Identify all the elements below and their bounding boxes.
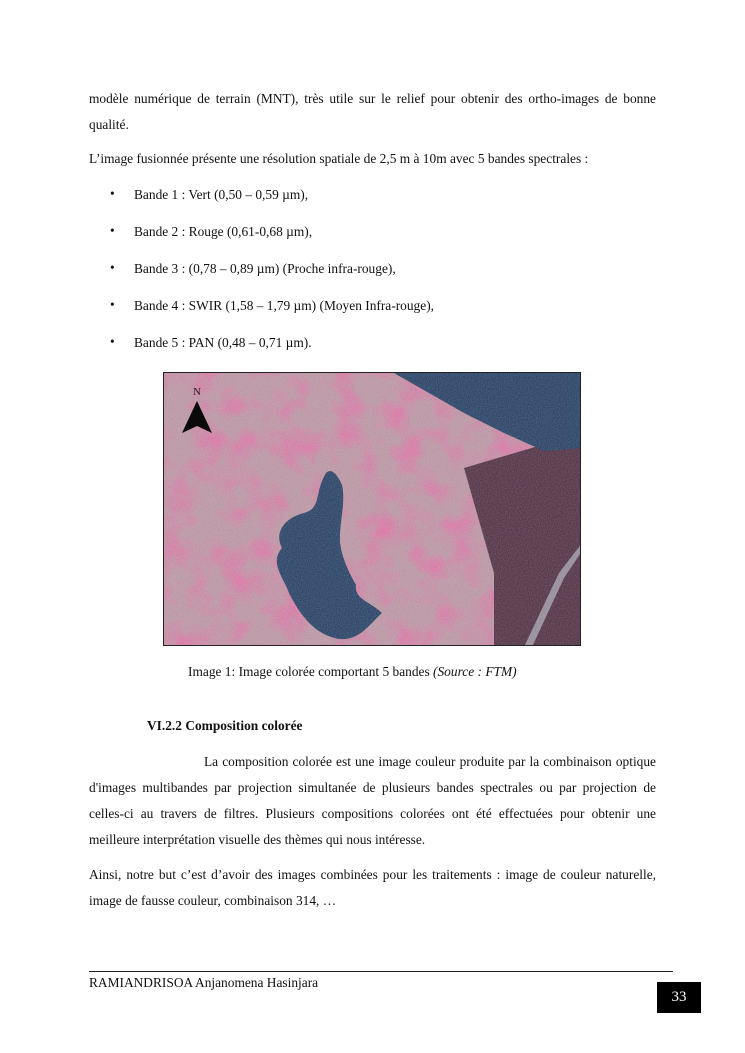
bullet-icon: • (110, 334, 115, 349)
band-1: Bande 1 : Vert (0,50 – 0,59 µm), (134, 187, 309, 202)
band-4: Bande 4 : SWIR (1,58 – 1,79 µm) (Moyen Infra-rouge), (134, 298, 435, 313)
band-2: Bande 2 : Rouge (0,61-0,68 µm), (134, 224, 313, 239)
bullet-icon: • (110, 223, 115, 238)
page-number: 33 (657, 982, 701, 1013)
bullet-icon: • (110, 260, 115, 275)
intro-paragraph: modèle numérique de terrain (MNT), très utile sur le relief pour obtenir des ortho-images de bonne qualité. (89, 91, 656, 132)
footer-divider (89, 971, 673, 972)
goal-paragraph: Ainsi, notre but c’est d’avoir des images combinées pour les traitements : image de couleur naturelle, image de fausse couleur, combinaison 314, … (89, 867, 656, 908)
caption-text: Image 1: Image colorée comportant 5 bandes (188, 664, 434, 679)
satellite-image (163, 372, 581, 646)
section-heading: VI.2.2 Composition colorée (147, 718, 303, 733)
figure-caption (188, 664, 517, 680)
north-label: N (193, 386, 201, 398)
band-5: Bande 5 : PAN (0,48 – 0,71 µm). (134, 335, 312, 350)
composition-paragraph: La composition colorée est une image couleur produite par la combinaison optique d'images multibandes par projection simultanée de plusieurs bandes spectrales ou par projection de celles-ci au travers de filtres. Plusieurs compositions colorées ont été effectuées pour obtenir une meilleure interprétation visuelle des thèmes qui nous intéresse. (89, 754, 656, 847)
band-3: Bande 3 : (0,78 – 0,89 µm) (Proche infra-rouge), (134, 261, 396, 276)
image-texture (164, 373, 581, 646)
satellite-image-map (164, 373, 581, 646)
fused-image-paragraph: L’image fusionnée présente une résolution spatiale de 2,5 m à 10m avec 5 bandes spectrales : (89, 151, 589, 166)
caption-source: (Source : FTM) (433, 664, 517, 679)
bullet-icon: • (110, 297, 115, 312)
footer-author: RAMIANDRISOA Anjanomena Hasinjara (89, 975, 319, 990)
bullet-icon: • (110, 186, 115, 201)
